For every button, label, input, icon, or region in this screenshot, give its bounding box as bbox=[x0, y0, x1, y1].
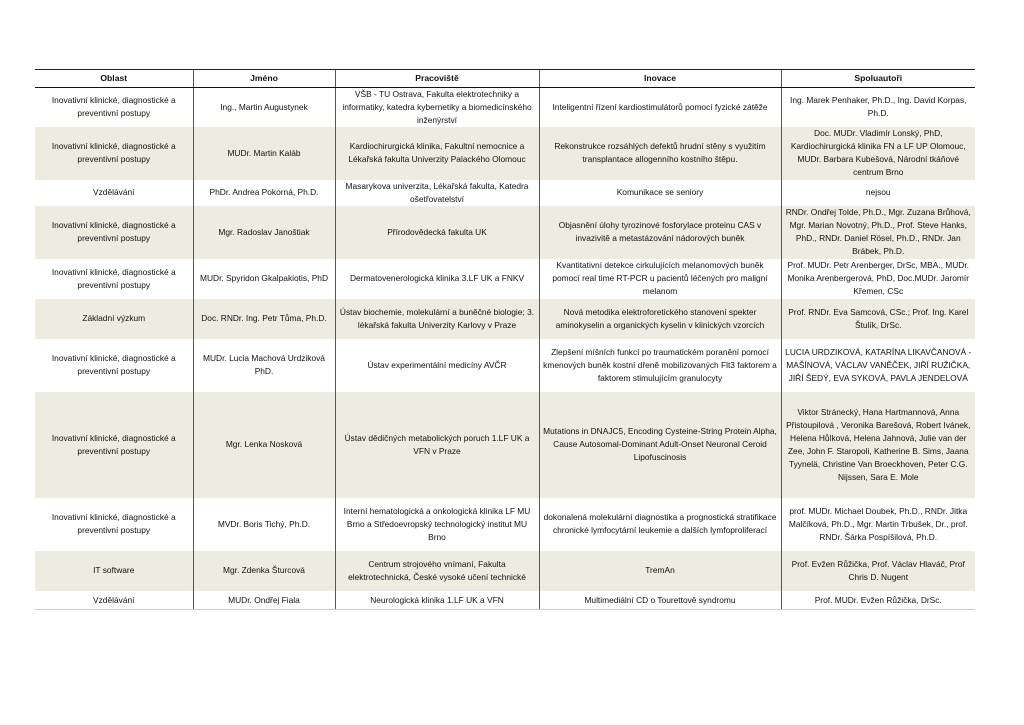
cell-oblast: Základní výzkum bbox=[35, 299, 193, 339]
cell-pracoviste: Centrum strojového vnímaní, Fakulta elektrotechnická, České vysoké učení technické bbox=[335, 551, 539, 591]
cell-spoluautori: Doc. MUDr. Vladimír Lonský, PhD, Kardiochirurgická klinika FN a LF UP Olomouc, MUDr. Barbara Kubešová, Národní tkáňové centrum Brno bbox=[781, 127, 975, 180]
cell-pracoviste: Neurologická klinika 1.LF UK a VFN bbox=[335, 591, 539, 610]
cell-pracoviste: Masarykova univerzita, Lékařská fakulta, Katedra ošetřovatelství bbox=[335, 180, 539, 206]
cell-jmeno: Mgr. Radoslav Janoštiak bbox=[193, 206, 335, 259]
cell-jmeno: MUDr. Martin Kaláb bbox=[193, 127, 335, 180]
cell-inovace: Nová metodika elektroforetického stanovení spekter aminokyselin a organických kyselin v klinických vzorcích bbox=[539, 299, 781, 339]
cell-pracoviste: Ústav biochemie, molekulární a buněčné biologie; 3. lékařská fakulta Univerzity Karlovy v Praze bbox=[335, 299, 539, 339]
cell-oblast: Inovativní klinické, diagnostické a preventivní postupy bbox=[35, 127, 193, 180]
header-spoluautori: Spoluautoři bbox=[781, 70, 975, 88]
table-row bbox=[35, 299, 975, 339]
cell-inovace: Rekonstrukce rozsáhlých defektů hrudní stěny s využitím transplantace allogenního kostního štěpu. bbox=[539, 127, 781, 180]
table-row bbox=[35, 551, 975, 591]
header-pracoviste: Pracoviště bbox=[335, 70, 539, 88]
table-row bbox=[35, 259, 975, 299]
header-jmeno: Jméno bbox=[193, 70, 335, 88]
cell-inovace: Multimediální CD o Tourettově syndromu bbox=[539, 591, 781, 610]
cell-pracoviste: VŠB - TU Ostrava, Fakulta elektrotechniky a informatiky, katedra kybernetiky a biomedicínského inženýrství bbox=[335, 88, 539, 127]
cell-jmeno: Mgr. Zdenka Šturcová bbox=[193, 551, 335, 591]
cell-inovace: Komunikace se seniory bbox=[539, 180, 781, 206]
cell-spoluautori: Prof. MUDr. Petr Arenberger, DrSc, MBA., MUDr. Monika Arenbergerová, PhD, Doc.MUDr. Jaromír Křemen, CSc bbox=[781, 259, 975, 299]
table-row bbox=[35, 498, 975, 551]
cell-spoluautori: RNDr. Ondřej Tolde, Ph.D., Mgr. Zuzana Brůhová, Mgr. Marian Novotný, Ph.D., Prof. Steve Hanks, PhD., RNDr. Daniel Rösel, Ph.D., RNDr. Jan Brábek, Ph.D. bbox=[781, 206, 975, 259]
cell-spoluautori: Viktor Stránecký, Hana Hartmannová, Anna Přistoupilová , Veronika Barešová, Robert Ivánek, Helena Hůlková, Helena Jahnová, Julie van der Zee, John F. Staropoli, Katherine B. Sims, Jaana Tyynelä, Christine Van Broeckhoven, Peter C.G. Nijssen, Sara E. Mole bbox=[781, 392, 975, 498]
cell-oblast: Vzdělávání bbox=[93, 187, 135, 198]
cell-jmeno: MUDr. Spyridon Gkalpakiotis, PhD bbox=[193, 259, 335, 299]
cell-spoluautori: Prof. MUDr. Evžen Růžička, DrSc. bbox=[781, 591, 975, 610]
cell-spoluautori: Prof. Evžen Růžička, Prof. Václav Hlaváč, Prof Chris D. Nugent bbox=[781, 551, 975, 591]
cell-inovace: Kvantitativní detekce cirkulujících melanomových buněk pomocí real time RT-PCR u pacientů léčených pro maligní melanom bbox=[539, 259, 781, 299]
cell-jmeno: Mgr. Lenka Nosková bbox=[193, 392, 335, 498]
table-row bbox=[35, 392, 975, 498]
cell-jmeno: PhDr. Andrea Pokorná, Ph.D. bbox=[193, 180, 335, 206]
results-table bbox=[35, 69, 975, 610]
cell-inovace: Zlepšení míšních funkcí po traumatickém poranění pomocí kmenových buněk kostní dřeně mobilizovaných Flt3 faktorem a faktorem stimulujícím granulocyty bbox=[539, 339, 781, 392]
cell-spoluautori: LUCIA URDZIKOVÁ, KATARÍNA LIKAVČANOVÁ - MAŠÍNOVÁ, VÁCLAV VANĚČEK, JIŘÍ RUŽIČKA, JIŘÍ ŠEDÝ, EVA SYKOVÁ, PAVLA JENDELOVÁ bbox=[781, 339, 975, 392]
cell-oblast: Inovativní klinické, diagnostické a preventivní postupy bbox=[51, 353, 176, 377]
cell-inovace: Objasnění úlohy tyrozinové fosforylace proteinu CAS v invazivitě a metastázování nádorových buněk bbox=[539, 206, 781, 259]
cell-pracoviste: Ústav dědičných metabolických poruch 1.LF UK a VFN v Praze bbox=[335, 392, 539, 498]
table-row bbox=[35, 206, 975, 259]
cell-pracoviste: Interní hematologická a onkologická klinika LF MU Brno a Středoevropský technologický institut MU Brno bbox=[335, 498, 539, 551]
cell-pracoviste: Dermatovenerologická klinika 3.LF UK a FNKV bbox=[335, 259, 539, 299]
cell-oblast: Inovativní klinické, diagnostické a preventivní postupy bbox=[51, 266, 176, 290]
header-inovace: Inovace bbox=[539, 70, 781, 88]
cell-oblast: Inovativní klinické, diagnostické a preventivní postupy bbox=[35, 392, 193, 498]
cell-inovace: Mutations in DNAJC5, Encoding Cysteine-String Protein Alpha, Cause Autosomal-Dominant Adult-Onset Neuronal Ceroid Lipofuscinosis bbox=[539, 392, 781, 498]
cell-inovace: Inteligentní řízení kardiostimulátorů pomocí fyzické zátěže bbox=[539, 88, 781, 127]
cell-spoluautori: Prof. RNDr. Eva Samcová, CSc.; Prof. Ing. Karel Štulík, DrSc. bbox=[781, 299, 975, 339]
cell-inovace: TremAn bbox=[539, 551, 781, 591]
cell-jmeno: Doc. RNDr. Ing. Petr Tůma, Ph.D. bbox=[193, 299, 335, 339]
cell-inovace: dokonalená molekulární diagnostika a prognostická stratifikace chronické lymfocytární leukemie a dalších lymfoproliferací bbox=[539, 498, 781, 551]
cell-oblast: IT software bbox=[35, 551, 193, 591]
table-row bbox=[35, 88, 975, 127]
table-header-row bbox=[35, 70, 975, 88]
cell-spoluautori: prof. MUDr. Michael Doubek, Ph.D., RNDr. Jitka Malčíková, Ph.D., Mgr. Martin Trbušek, Dr., prof. RNDr. Šárka Pospíšilová, Ph.D. bbox=[781, 498, 975, 551]
table-row bbox=[35, 180, 975, 206]
table-row bbox=[35, 591, 975, 610]
cell-jmeno: Ing., Martin Augustynek bbox=[193, 88, 335, 127]
cell-spoluautori: nejsou bbox=[781, 180, 975, 206]
header-oblast: Oblast bbox=[35, 70, 193, 88]
cell-jmeno: MUDr. Ondřej Fiala bbox=[193, 591, 335, 610]
cell-oblast: Inovativní klinické, diagnostické a preventivní postupy bbox=[51, 512, 176, 536]
cell-spoluautori: Ing. Marek Penhaker, Ph.D., Ing. David Korpas, Ph.D. bbox=[781, 88, 975, 127]
cell-oblast: Inovativní klinické, diagnostické a preventivní postupy bbox=[35, 206, 193, 259]
cell-jmeno: MVDr. Boris Tichý, Ph.D. bbox=[193, 498, 335, 551]
table-row bbox=[35, 127, 975, 180]
cell-oblast: Vzdělávání bbox=[35, 591, 193, 610]
cell-pracoviste: Přírodovědecká fakulta UK bbox=[335, 206, 539, 259]
cell-oblast: Inovativní klinické, diagnostické a preventivní postupy bbox=[51, 95, 176, 119]
cell-jmeno: MUDr. Lucia Machová Urdziková PhD. bbox=[193, 339, 335, 392]
cell-pracoviste: Kardiochirurgická klinika, Fakultní nemocnice a Lékařská fakulta Univerzity Palackého Olomouc bbox=[335, 127, 539, 180]
table-row bbox=[35, 339, 975, 392]
cell-pracoviste: Ústav experimentální medicíny AVČR bbox=[335, 339, 539, 392]
